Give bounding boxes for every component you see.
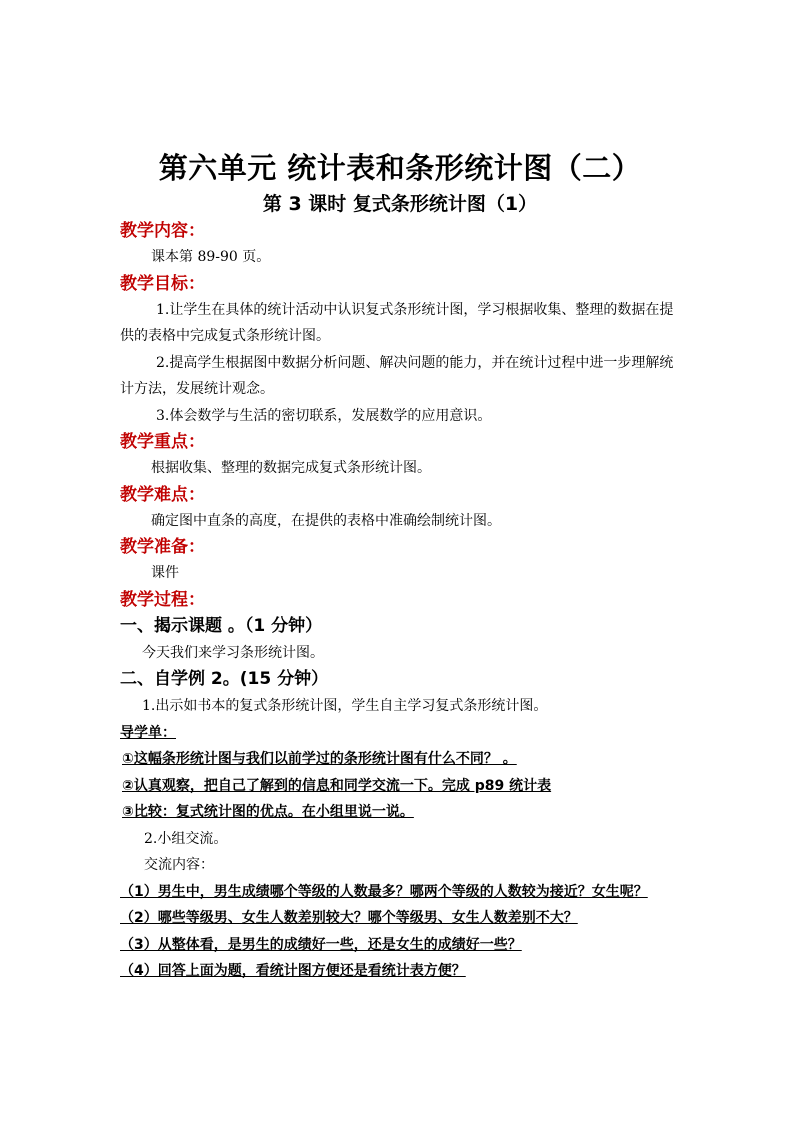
goal-1: 1.让学生在具体的统计活动中认识复式条形统计图，学习根据收集、整理的数据在提供的表格中完成复式条形统计图。 (120, 301, 674, 344)
goal-2: 2.提高学生根据图中数据分析问题、解决问题的能力，并在统计过程中进一步理解统计方法，发展统计观念。 (120, 354, 674, 397)
content-text: 课本第 89-90 页。 (151, 249, 271, 265)
step-2-item-2: 2.小组交流。 (144, 830, 228, 847)
content-heading: 教学内容： (120, 221, 205, 241)
prep-heading: 教学准备： (120, 537, 205, 557)
exchange-question-4: （4）回答上面为题，看统计图方便还是看统计表方便？ (120, 963, 466, 979)
exchange-question-1: （1）男生中，男生成绩哪个等级的人数最多？哪两个等级的人数较为接近？女生呢？ (120, 883, 648, 900)
guide-question-1: ①这幅条形统计图与我们以前学过的条形统计图有什么不同？ 。 (122, 751, 517, 767)
step-1-title: 一、揭示课题 。（1 分钟） (120, 615, 323, 636)
exchange-label: 交流内容： (144, 857, 214, 873)
document-page (120, 148, 680, 985)
exchange-question-2: （2）哪些等级男、女生人数差别较大？哪个等级男、女生人数差别不大？ (120, 910, 578, 926)
step-1-text: 今天我们来学习条形统计图。 (142, 644, 324, 661)
lesson-subtitle: 第 3 课时 复式条形统计图（1） (262, 193, 538, 215)
key-heading: 教学重点： (120, 432, 205, 452)
difficulty-text: 确定图中直条的高度，在提供的表格中准确绘制统计图。 (151, 512, 501, 529)
process-heading: 教学过程： (120, 589, 205, 610)
guide-label: 导学单： (120, 724, 176, 741)
goal-3: 3.体会数学与生活的密切联系，发展数学的应用意识。 (156, 407, 492, 424)
goals-heading: 教学目标： (120, 273, 205, 294)
guide-question-2: ②认真观察，把自己了解到的信息和同学交流一下。完成 p89 统计表 (122, 777, 552, 794)
step-2-title: 二、自学例 2。(15 分钟） (120, 669, 329, 689)
key-text: 根据收集、整理的数据完成复式条形统计图。 (151, 460, 431, 476)
page-title: 第六单元 统计表和条形统计图（二） (158, 151, 642, 185)
prep-text: 课件 (151, 565, 179, 581)
difficulty-heading: 教学难点： (120, 484, 205, 505)
guide-question-3: ③比较：复式统计图的优点。在小组里说一说。 (122, 804, 414, 820)
exchange-question-3: （3）从整体看，是男生的成绩好一些，还是女生的成绩好一些？ (120, 936, 522, 953)
step-2-text: 1.出示如书本的复式条形统计图，学生自主学习复式条形统计图。 (142, 698, 548, 714)
